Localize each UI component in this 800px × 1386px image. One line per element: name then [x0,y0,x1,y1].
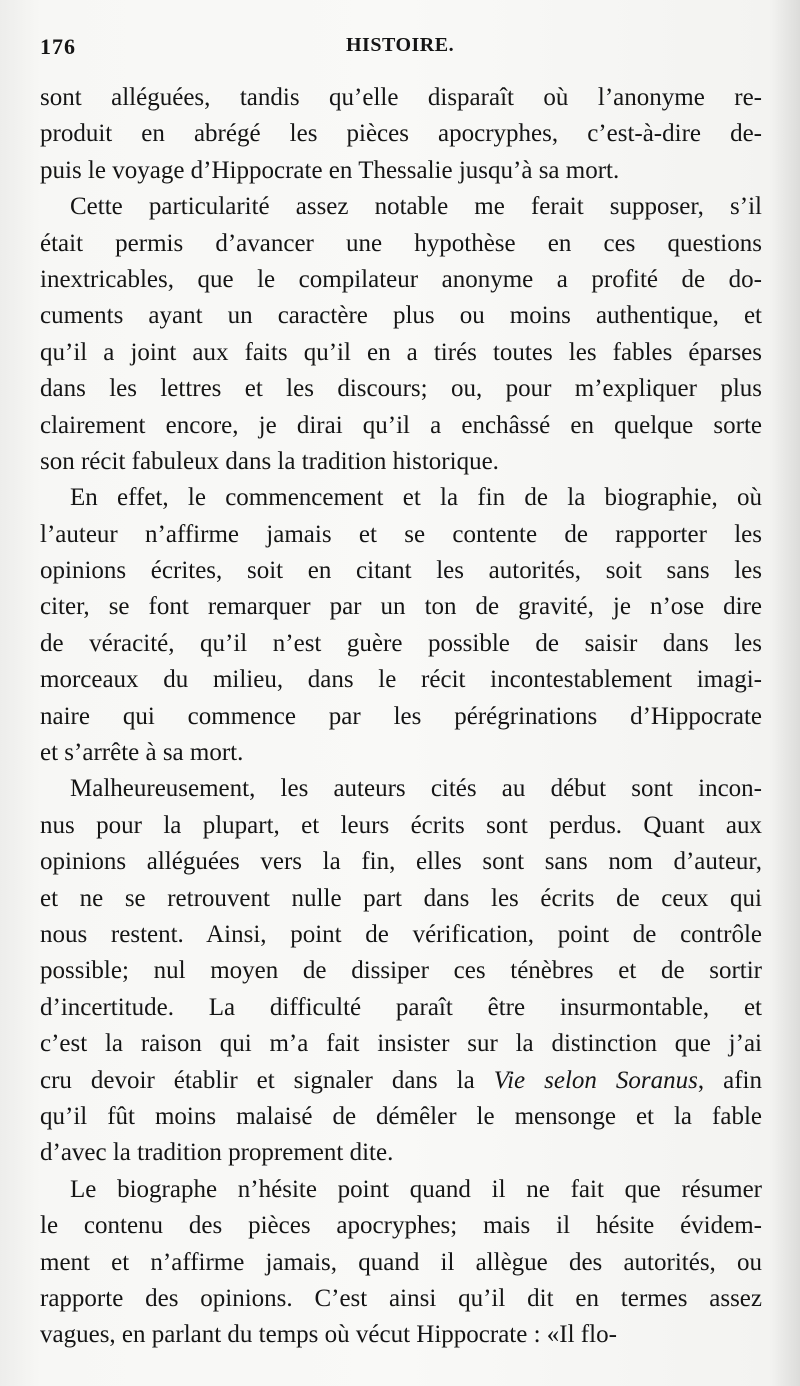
paragraph [40,80,762,189]
text-line: d’avec la tradition proprement dite. [40,1139,394,1167]
text-line: sont alléguées, tandis qu’elle disparaît où l’anonyme re- [40,84,762,111]
page-number: 176 [40,34,76,59]
paragraph [40,1172,762,1354]
text-line: Cette particularité assez notable me ferait supposer, s’il [70,193,762,221]
text-line: dans les lettres et les discours; ou, pour m’expliquer plus [40,375,762,403]
paragraph [40,189,762,480]
text-line: clairement encore, je dirai qu’il a enchâssé en quelque sorte [40,411,762,439]
text-line: c’est la raison qui m’a fait insister sur la distinction que j’ai [40,1030,762,1058]
text-line: et s’arrête à sa mort. [40,739,244,767]
text-line: nus pour la plupart, et leurs écrits sont perdus. Quant aux [40,811,762,839]
running-title: HISTOIRE. [346,34,455,56]
text-line: son récit fabuleux dans la tradition historique. [40,447,499,475]
text-line: était permis d’avancer une hypothèse en ces questions [40,229,762,257]
text-line: qu’il fût moins malaisé de démêler le mensonge et la fable [40,1102,762,1130]
text-line: morceaux du milieu, dans le récit incontestablement imagi- [40,666,762,694]
text-line: de véracité, qu’il n’est guère possible de saisir dans les [40,629,762,657]
running-header [30,34,770,68]
text-line: d’incertitude. La difficulté paraît être insurmontable, et [40,993,762,1021]
text-line: cuments ayant un caractère plus ou moins authentique, et [40,302,762,330]
text-line: opinions écrites, soit en citant les autorités, soit sans les [40,557,762,585]
text-line: produit en abrégé les pièces apocryphes, c’est-à-dire de- [40,120,762,148]
text-line: vagues, en parlant du temps où vécut Hippocrate : «Il flo- [40,1321,617,1349]
text-line: cru devoir établir et signaler dans la Vie selon Soranus, afin [40,1066,762,1094]
body-text [40,80,762,1354]
text-line: puis le voyage d’Hippocrate en Thessalie jusqu’à sa mort. [40,156,620,184]
text-line: opinions alléguées vers la fin, elles sont sans nom d’auteur, [40,848,762,876]
paragraph [40,771,762,1171]
text-line: qu’il a joint aux faits qu’il en a tirés toutes les fables éparses [40,338,762,366]
text-line: En effet, le commencement et la fin de la biographie, où [70,484,762,512]
text-line: Le biographe n’hésite point quand il ne fait que résumer [70,1175,762,1203]
text-line: le contenu des pièces apocryphes; mais il hésite évidem- [40,1212,762,1240]
text-line: possible; nul moyen de dissiper ces ténèbres et de sortir [40,957,762,985]
text-line: nous restent. Ainsi, point de vérification, point de contrôle [40,920,762,948]
paragraph [40,480,762,771]
text-line: l’auteur n’affirme jamais et se contente de rapporter les [40,520,762,548]
text-line: inextricables, que le compilateur anonyme a profité de do- [40,265,762,293]
text-line: citer, se font remarquer par un ton de gravité, je n’ose dire [40,593,762,621]
text-line: ment et n’affirme jamais, quand il allègue des autorités, ou [40,1248,762,1276]
text-line: naire qui commence par les pérégrinations d’Hippocrate [40,702,762,730]
text-line: Malheureusement, les auteurs cités au début sont incon- [70,775,762,803]
text-line: rapporte des opinions. C’est ainsi qu’il dit en termes assez [40,1284,762,1312]
text-line: et ne se retrouvent nulle part dans les écrits de ceux qui [40,884,762,912]
